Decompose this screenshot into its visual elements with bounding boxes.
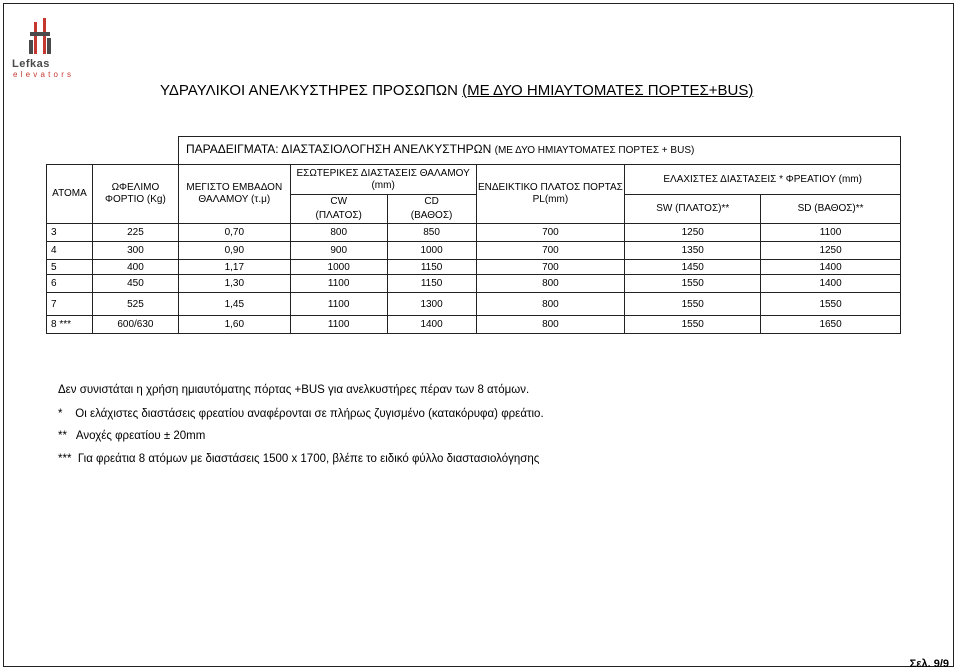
subtitle-box-left [178, 136, 179, 164]
note-4: *** Για φρεάτια 8 ατόμων με διαστάσεις 1500 x 1700, βλέπε το ειδικό φύλλο διαστασιολόγησης [58, 453, 540, 465]
header-cd: CD [387, 195, 476, 210]
cell-cd: 1400 [387, 316, 476, 334]
page-frame [3, 3, 954, 667]
cell-area: 1,45 [178, 293, 290, 316]
table-row [47, 242, 901, 260]
cell-pl: 700 [476, 260, 625, 275]
cell-persons: 8 *** [47, 316, 93, 334]
cell-area: 0,70 [178, 224, 290, 242]
table-row [47, 224, 901, 242]
cell-cd: 850 [387, 224, 476, 242]
cell-sw: 1350 [625, 242, 761, 260]
note-1: Δεν συνιστάται η χρήση ημιαυτόματης πόρτας +BUS για ανελκυστήρες πέραν των 8 ατόμων. [58, 384, 530, 396]
cell-persons: 3 [47, 224, 93, 242]
subtitle-small: (ΜΕ ΔΥΟ ΗΜΙΑΥΤΟΜΑΤΕΣ ΠΟΡΤΕΣ + BUS) [494, 145, 695, 156]
table-subtitle [186, 142, 694, 156]
cell-area: 1,30 [178, 275, 290, 293]
cell-cd: 1150 [387, 260, 476, 275]
cell-sw: 1550 [625, 275, 761, 293]
table-row [47, 260, 901, 275]
cell-sw: 1550 [625, 293, 761, 316]
subtitle-box-right [900, 136, 901, 164]
header-min-shaft: ΕΛΑΧΙΣΤΕΣ ΔΙΑΣΤΑΣΕΙΣ * ΦΡΕΑΤΙΟΥ (mm) [625, 165, 901, 195]
cell-sw: 1450 [625, 260, 761, 275]
cell-cd: 1300 [387, 293, 476, 316]
cell-area: 0,90 [178, 242, 290, 260]
title-underlined: (ΜΕ ΔΥΟ ΗΜΙΑΥΤΟΜΑΤΕΣ ΠΟΡΤΕΣ+BUS) [462, 82, 754, 99]
header-cw-sub: (ΠΛΑΤΟΣ) [290, 210, 387, 224]
cell-sd: 1400 [761, 260, 901, 275]
header-max-area: ΜΕΓΙΣΤΟ ΕΜΒΑΔΟΝ ΘΑΛΑΜΟΥ (τ.μ) [178, 165, 290, 224]
cell-sw: 1250 [625, 224, 761, 242]
header-cw: CW [290, 195, 387, 210]
cell-sd: 1250 [761, 242, 901, 260]
cell-cw: 1100 [290, 293, 387, 316]
notes-block [58, 378, 544, 472]
cell-cw: 1000 [290, 260, 387, 275]
cell-persons: 7 [47, 293, 93, 316]
page-title [160, 82, 753, 99]
cell-sw: 1550 [625, 316, 761, 334]
spec-table [46, 164, 901, 334]
cell-load: 400 [92, 260, 178, 275]
cell-area: 1,17 [178, 260, 290, 275]
cell-persons: 5 [47, 260, 93, 275]
page-number: Σελ. 9/9 [909, 658, 949, 670]
cell-persons: 4 [47, 242, 93, 260]
cell-area: 1,60 [178, 316, 290, 334]
logo-sub: elevators [13, 70, 75, 79]
logo-brand: Lefkas [12, 58, 50, 70]
cell-cw: 1100 [290, 316, 387, 334]
header-sd: SD (ΒΑΘΟΣ)** [761, 195, 901, 224]
title-prefix: ΥΔΡΑΥΛΙΚΟΙ ΑΝΕΛΚΥΣΤΗΡΕΣ ΠΡΟΣΩΠΩΝ [160, 82, 463, 99]
subtitle-box-top [178, 136, 901, 137]
header-door: ΕΝΔΕΙΚΤΙΚΟ ΠΛΑΤΟΣ ΠΟΡΤΑΣ PL(mm) [476, 165, 625, 224]
cell-cw: 1100 [290, 275, 387, 293]
cell-sd: 1100 [761, 224, 901, 242]
header-sw: SW (ΠΛΑΤΟΣ)** [625, 195, 761, 224]
cell-cd: 1000 [387, 242, 476, 260]
cell-sd: 1550 [761, 293, 901, 316]
cell-cd: 1150 [387, 275, 476, 293]
header-internal: ΕΣΩΤΕΡΙΚΕΣ ΔΙΑΣΤΑΣΕΙΣ ΘΑΛΑΜΟΥ (mm) [290, 165, 476, 195]
cell-pl: 700 [476, 224, 625, 242]
note-3: ** Ανοχές φρεατίου ± 20mm [58, 430, 206, 442]
table-row [47, 316, 901, 334]
subtitle-main: ΠΑΡΑΔΕΙΓΜΑΤΑ: ΔΙΑΣΤΑΣΙΟΛΟΓΗΣΗ ΑΝΕΛΚΥΣΤΗΡΩΝ [186, 142, 495, 156]
header-persons: ΑΤΟΜΑ [47, 165, 93, 224]
table-row [47, 275, 901, 293]
cell-load: 300 [92, 242, 178, 260]
cell-sd: 1650 [761, 316, 901, 334]
header-cd-sub: (ΒΑΘΟΣ) [387, 210, 476, 224]
cell-load: 225 [92, 224, 178, 242]
cell-cw: 800 [290, 224, 387, 242]
cell-cw: 900 [290, 242, 387, 260]
cell-sd: 1400 [761, 275, 901, 293]
cell-pl: 800 [476, 293, 625, 316]
cell-pl: 800 [476, 316, 625, 334]
header-load: ΩΦΕΛΙΜΟ ΦΟΡΤΙΟ (Kg) [92, 165, 178, 224]
cell-pl: 700 [476, 242, 625, 260]
table-row [47, 293, 901, 316]
cell-load: 600/630 [92, 316, 178, 334]
cell-load: 450 [92, 275, 178, 293]
cell-pl: 800 [476, 275, 625, 293]
cell-persons: 6 [47, 275, 93, 293]
cell-load: 525 [92, 293, 178, 316]
note-2: * Οι ελάχιστες διαστάσεις φρεατίου αναφέρονται σε πλήρως ζυγισμένο (κατακόρυφα) φρεάτιο. [58, 408, 544, 420]
